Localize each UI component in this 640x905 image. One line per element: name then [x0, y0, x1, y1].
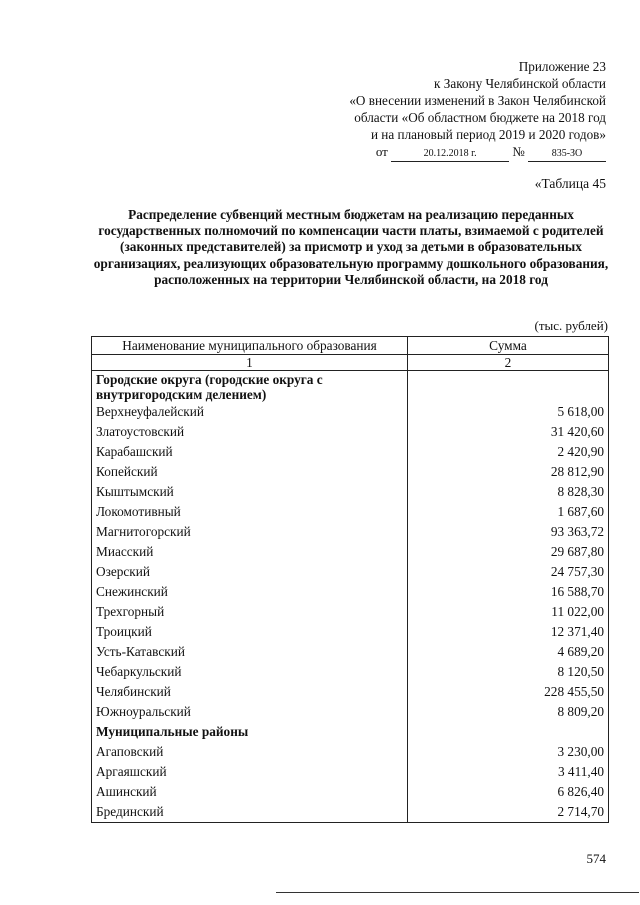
subvention-amount: 2 714,70	[408, 802, 609, 823]
table-row	[92, 682, 609, 702]
number-label: №	[512, 144, 525, 159]
appendix-line: к Закону Челябинской области	[434, 76, 606, 91]
municipality-name: Златоустовский	[92, 422, 408, 442]
table-row	[92, 582, 609, 602]
table-row	[92, 502, 609, 522]
municipality-name: Миасский	[92, 542, 408, 562]
municipality-name: Агаповский	[92, 742, 408, 762]
table-row	[92, 522, 609, 542]
table-row	[92, 702, 609, 722]
table-row	[92, 462, 609, 482]
municipality-name: Троицкий	[92, 622, 408, 642]
footer-divider	[276, 892, 639, 893]
law-date: 20.12.2018 г.	[391, 147, 509, 162]
subvention-amount: 12 371,40	[408, 622, 609, 642]
appendix-line: и на плановый период 2019 и 2020 годов»	[370, 127, 606, 142]
subvention-amount: 3 411,40	[408, 762, 609, 782]
appendix-line: Приложение 23	[518, 59, 606, 74]
table-row	[92, 622, 609, 642]
column-header-sum: Сумма	[408, 337, 609, 355]
subvention-amount: 8 809,20	[408, 702, 609, 722]
page-number: 574	[586, 851, 606, 866]
document-heading: Распределение субвенций местным бюджетам на реализацию переданных государственных полномочий по компенсации части платы, взимаемой с родителей (законных представителей) за присмотр и уход за детьми в образовательных организациях, реализующих образовательную программу дошкольного образования, расположенных на территории Челябинской области, на 2018 год	[93, 207, 609, 287]
subvention-amount: 29 687,80	[408, 542, 609, 562]
table-row	[92, 642, 609, 662]
table-row	[92, 402, 609, 422]
subvention-amount: 93 363,72	[408, 522, 609, 542]
subvention-amount: 5 618,00	[408, 402, 609, 422]
municipality-name: Ашинский	[92, 782, 408, 802]
subvention-amount: 28 812,90	[408, 462, 609, 482]
appendix-line: области «Об областном бюджете на 2018 год	[354, 110, 606, 125]
section-header-row	[92, 371, 609, 403]
table-row	[92, 602, 609, 622]
section-title: Городские округа (городские округа с внутригородским делением)	[92, 371, 408, 403]
municipality-name: Южноуральский	[92, 702, 408, 722]
table-row	[92, 422, 609, 442]
subvention-table	[91, 336, 609, 823]
law-date-number	[376, 143, 606, 162]
municipality-name: Снежинский	[92, 582, 408, 602]
subvention-amount: 11 022,00	[408, 602, 609, 622]
section-sum-cell	[408, 371, 609, 403]
table-body	[92, 371, 609, 823]
units-label: (тыс. рублей)	[534, 318, 608, 333]
subvention-amount: 16 588,70	[408, 582, 609, 602]
municipality-name: Челябинский	[92, 682, 408, 702]
column-number-row	[92, 355, 609, 371]
table-row	[92, 482, 609, 502]
municipality-name: Карабашский	[92, 442, 408, 462]
table-row	[92, 802, 609, 823]
table-row	[92, 562, 609, 582]
municipality-name: Трехгорный	[92, 602, 408, 622]
municipality-name: Аргаяшский	[92, 762, 408, 782]
appendix-line: «О внесении изменений в Закон Челябинской	[349, 93, 606, 108]
municipality-name: Чебаркульский	[92, 662, 408, 682]
municipality-name: Брединский	[92, 802, 408, 823]
municipality-name: Кыштымский	[92, 482, 408, 502]
section-sum-cell	[408, 722, 609, 742]
municipality-name: Озерский	[92, 562, 408, 582]
subvention-amount: 8 828,30	[408, 482, 609, 502]
municipality-name: Магнитогорский	[92, 522, 408, 542]
table-row	[92, 542, 609, 562]
table-row	[92, 782, 609, 802]
section-title: Муниципальные районы	[92, 722, 408, 742]
column-number: 1	[92, 355, 408, 371]
subvention-amount: 1 687,60	[408, 502, 609, 522]
subvention-amount: 6 826,40	[408, 782, 609, 802]
section-header-row	[92, 722, 609, 742]
column-header-name: Наименование муниципального образования	[92, 337, 408, 355]
table-row	[92, 742, 609, 762]
subvention-amount: 4 689,20	[408, 642, 609, 662]
subvention-amount: 2 420,90	[408, 442, 609, 462]
subvention-amount: 228 455,50	[408, 682, 609, 702]
municipality-name: Верхнеуфалейский	[92, 402, 408, 422]
municipality-name: Локомотивный	[92, 502, 408, 522]
table-row	[92, 662, 609, 682]
table-row	[92, 762, 609, 782]
appendix-header	[276, 58, 606, 143]
table-header-row	[92, 337, 609, 355]
municipality-name: Копейский	[92, 462, 408, 482]
column-number: 2	[408, 355, 609, 371]
table-row	[92, 442, 609, 462]
law-number: 835-ЗО	[528, 147, 606, 162]
table-label: «Таблица 45	[534, 176, 606, 191]
subvention-amount: 31 420,60	[408, 422, 609, 442]
subvention-amount: 24 757,30	[408, 562, 609, 582]
from-label: от	[375, 144, 388, 159]
subvention-amount: 8 120,50	[408, 662, 609, 682]
subvention-amount: 3 230,00	[408, 742, 609, 762]
municipality-name: Усть-Катавский	[92, 642, 408, 662]
